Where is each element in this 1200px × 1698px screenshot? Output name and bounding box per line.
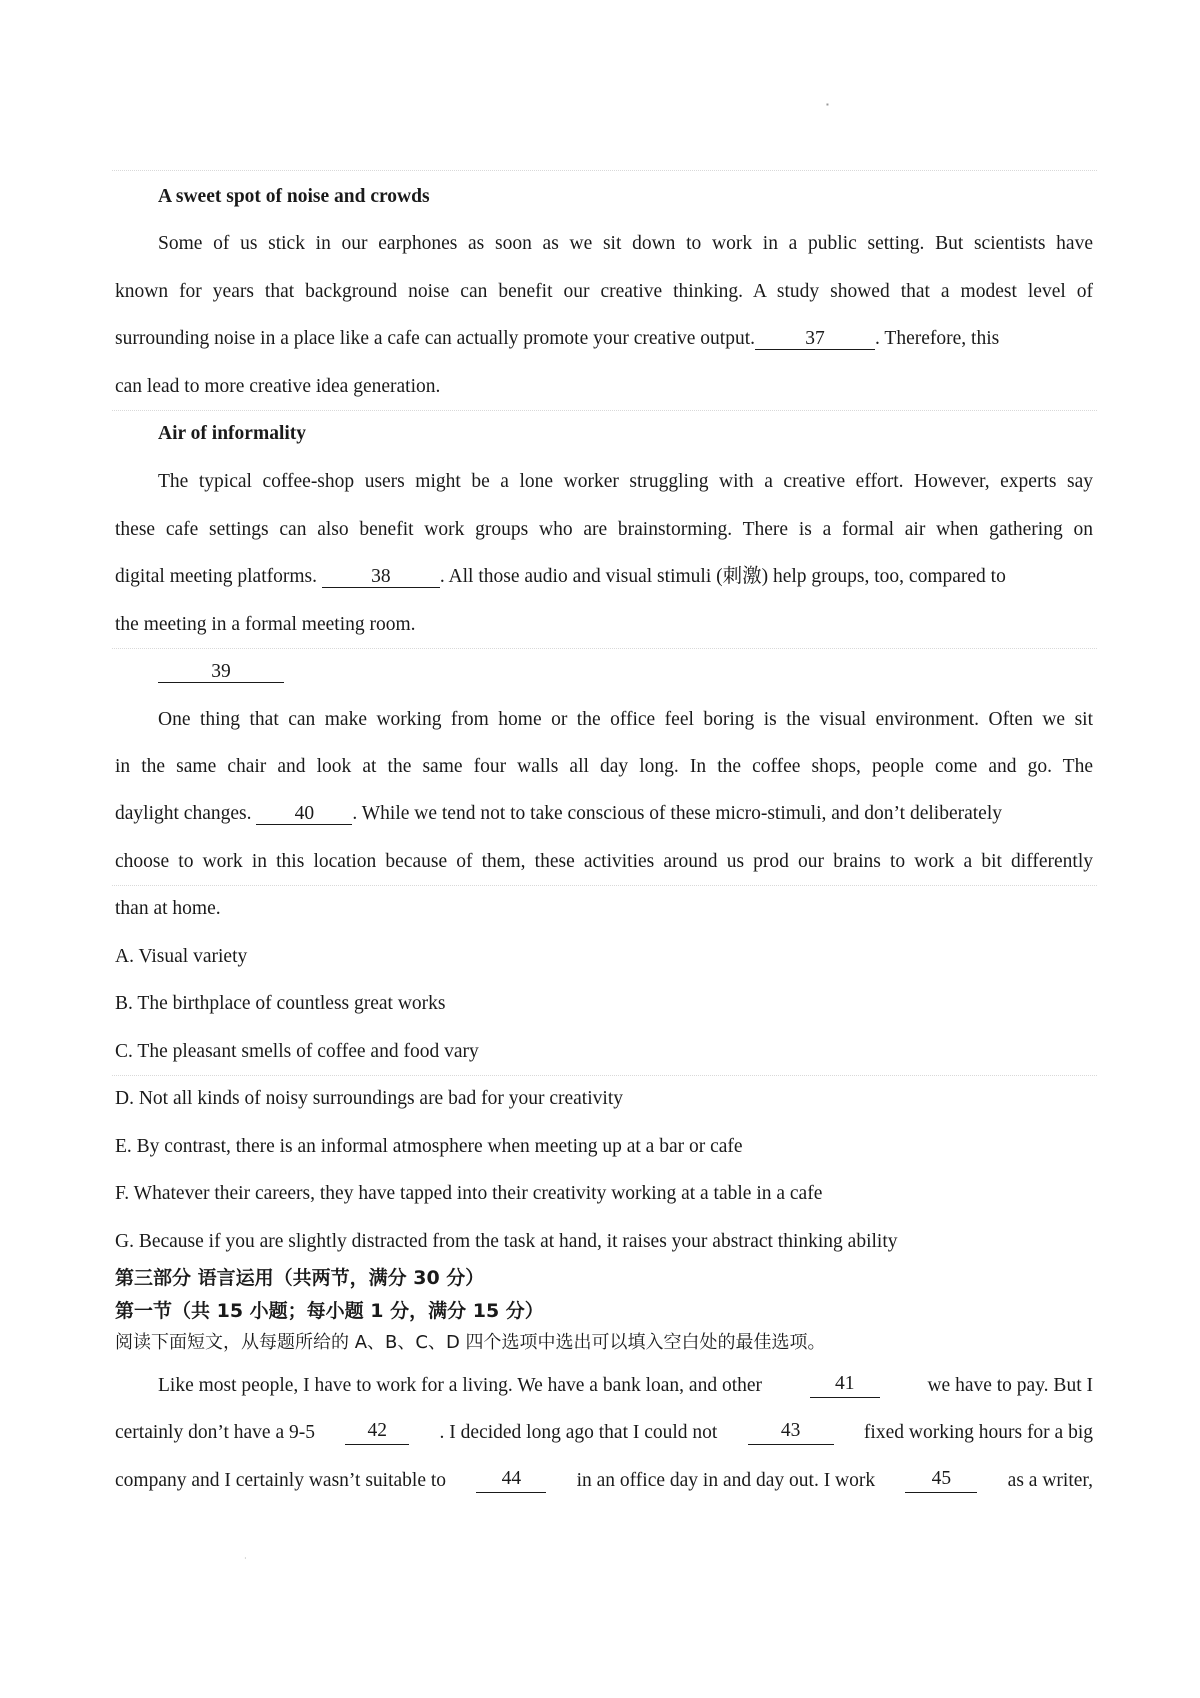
- cloze-line: [115, 1469, 1093, 1493]
- paragraph-line: choose to work in this location because of them, these activities around us prod our brains to work a bit differently: [115, 851, 1093, 872]
- text-segment: digital meeting platforms.: [115, 566, 317, 587]
- heading-blank-39: [158, 660, 1093, 684]
- option-g: G. Because if you are slightly distracted from the task at hand, it raises your abstract thinking ability: [115, 1231, 898, 1252]
- text-segment: company and I certainly wasn’t suitable to: [115, 1470, 447, 1491]
- text-segment: . While we tend not to take conscious of these micro-stimuli, and don’t deliberately: [352, 803, 1003, 824]
- paragraph-line: [115, 565, 1093, 589]
- blank-39: 39: [158, 662, 284, 683]
- text-segment: in an office day in and day out. I work: [576, 1470, 876, 1491]
- blank-44: 44: [476, 1469, 546, 1493]
- paragraph-line: The typical coffee-shop users might be a lone worker struggling with a creative effort. However, experts say: [158, 471, 1093, 492]
- heading-air-of-informality: Air of informality: [158, 423, 307, 444]
- cloze-line: [115, 1421, 1093, 1445]
- blank-42: 42: [345, 1421, 409, 1445]
- text-segment: . Therefore, this: [875, 328, 1000, 349]
- option-a: A. Visual variety: [115, 946, 248, 967]
- paragraph-line: can lead to more creative idea generation.: [115, 376, 441, 397]
- option-d: D. Not all kinds of noisy surroundings are bad for your creativity: [115, 1088, 623, 1109]
- blank-40: 40: [256, 804, 352, 825]
- blank-45: 45: [905, 1469, 977, 1493]
- text-segment: we have to pay. But I: [927, 1375, 1093, 1396]
- instruction: 阅读下面短文，从每题所给的 A、B、C、D 四个选项中选出可以填入空白处的最佳选项。: [115, 1332, 826, 1353]
- paragraph-line: One thing that can make working from home or the office feel boring is the visual environment. Often we sit: [158, 709, 1093, 730]
- text-segment: fixed working hours for a big: [863, 1422, 1093, 1443]
- divider: [112, 1075, 1097, 1076]
- option-e: E. By contrast, there is an informal atmosphere when meeting up at a bar or cafe: [115, 1136, 743, 1157]
- section-title: 第一节（共 15 小题；每小题 1 分，满分 15 分）: [115, 1300, 544, 1322]
- divider: [112, 885, 1097, 886]
- divider: [112, 410, 1097, 411]
- paragraph-line: [115, 802, 1093, 826]
- text-segment: Like most people, I have to work for a living. We have a bank loan, and other: [158, 1375, 763, 1396]
- paragraph-line: [115, 327, 1093, 351]
- part-title: 第三部分 语言运用（共两节，满分 30 分）: [115, 1267, 485, 1289]
- cloze-line: [158, 1374, 1093, 1398]
- divider: [112, 648, 1097, 649]
- paragraph-line: these cafe settings can also benefit work groups who are brainstorming. There is a formal air when gathering on: [115, 519, 1093, 540]
- blank-37: 37: [755, 329, 875, 350]
- blank-43: 43: [748, 1421, 834, 1445]
- text-segment: . I decided long ago that I could not: [439, 1422, 718, 1443]
- option-c: C. The pleasant smells of coffee and food vary: [115, 1041, 479, 1062]
- divider: [112, 170, 1097, 171]
- paragraph-line: the meeting in a formal meeting room.: [115, 614, 416, 635]
- text-segment: . All those audio and visual stimuli (刺激) help groups, too, compared to: [439, 566, 1006, 587]
- text-segment: as a writer,: [1007, 1470, 1093, 1491]
- text-segment: daylight changes.: [115, 803, 252, 824]
- option-f: F. Whatever their careers, they have tapped into their creativity working at a table in a cafe: [115, 1183, 823, 1204]
- paragraph-line: Some of us stick in our earphones as soon as we sit down to work in a public setting. But scientists have: [158, 233, 1093, 254]
- text-segment: surrounding noise in a place like a cafe can actually promote your creative output.: [115, 328, 756, 349]
- paragraph-line: than at home.: [115, 898, 221, 919]
- scan-mark: ▪: [826, 100, 829, 109]
- paragraph-line: in the same chair and look at the same four walls all day long. In the coffee shops, people come and go. The: [115, 756, 1093, 777]
- heading-sweet-spot: A sweet spot of noise and crowds: [158, 186, 430, 207]
- option-b: B. The birthplace of countless great works: [115, 993, 446, 1014]
- scan-mark: ·: [244, 1554, 247, 1563]
- paragraph-line: known for years that background noise can benefit our creative thinking. A study showed that a modest level of: [115, 281, 1093, 302]
- blank-38: 38: [322, 567, 440, 588]
- text-segment: certainly don’t have a 9-5: [115, 1422, 315, 1443]
- blank-41: 41: [810, 1374, 880, 1398]
